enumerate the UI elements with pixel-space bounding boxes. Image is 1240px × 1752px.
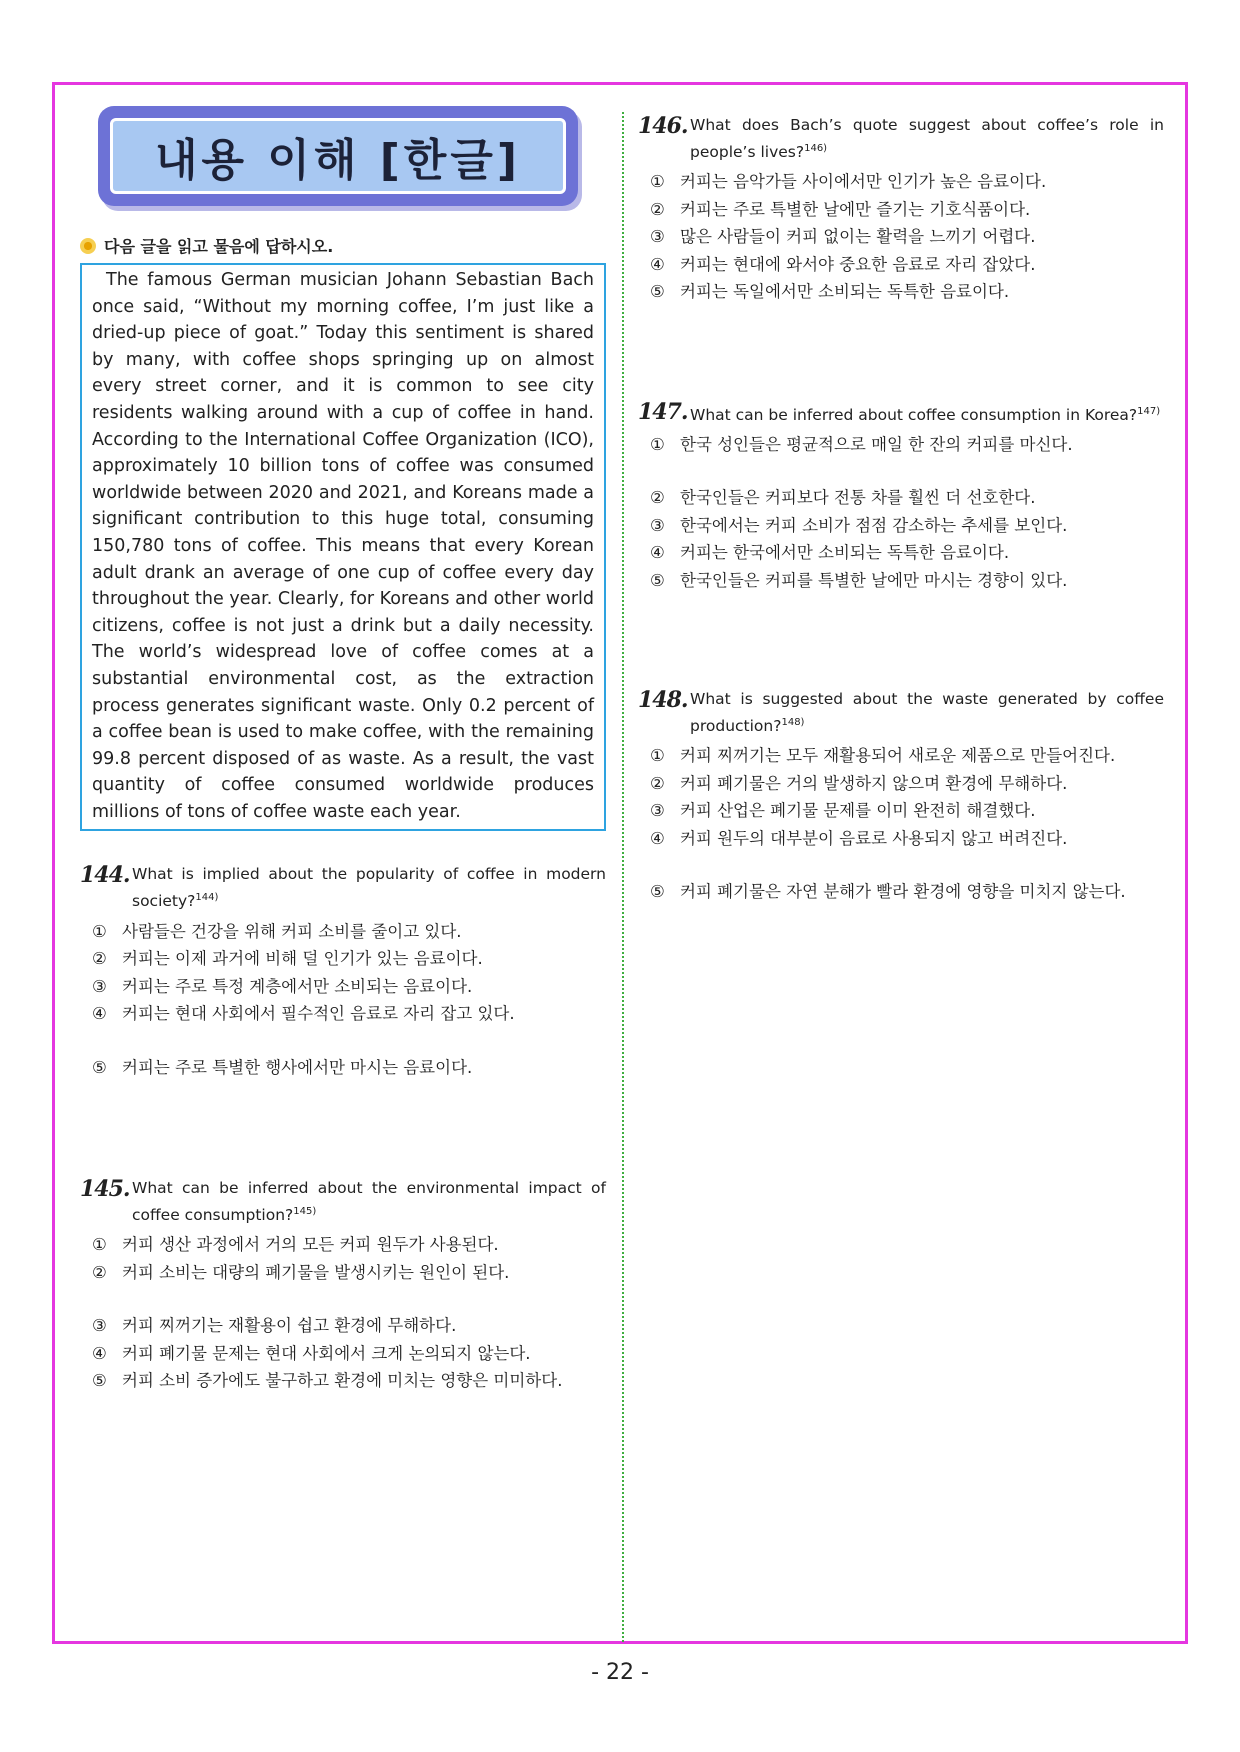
question-text: What does Bach’s quote suggest about coffee’s role in people’s lives?$^{146)}$ <box>690 116 1164 162</box>
option: ④ 커피 폐기물 문제는 현대 사회에서 크게 논의되지 않는다. <box>92 1343 531 1363</box>
option: ① 사람들은 건강을 위해 커피 소비를 줄이고 있다. <box>92 921 462 941</box>
option: ⑤ 커피는 독일에서만 소비되는 독특한 음료이다. <box>650 282 1010 302</box>
options-list <box>80 918 606 1082</box>
footnote-ref: 148) <box>781 717 805 729</box>
options-list <box>638 168 1164 306</box>
question-145 <box>80 1177 606 1395</box>
flower-icon <box>80 238 96 254</box>
option: ⑤ 커피 폐기물은 자연 분해가 빨라 환경에 영향을 미치지 않는다. <box>650 882 1126 902</box>
question-number: 146. <box>638 113 688 139</box>
option: ② 커피는 주로 특별한 날에만 즐기는 기호식품이다. <box>650 199 1031 219</box>
option: ④ 커피는 한국에서만 소비되는 독특한 음료이다. <box>650 543 1010 563</box>
column-divider <box>622 112 624 1642</box>
question-147 <box>638 400 1164 595</box>
question-text: What can be inferred about the environmental impact of coffee consumption?$^{145)}$ <box>132 1179 606 1225</box>
option: ② 커피 폐기물은 거의 발생하지 않으며 환경에 무해하다. <box>650 773 1068 793</box>
question-text: What is implied about the popularity of coffee in modern society?$^{144)}$ <box>132 865 606 911</box>
option: ② 한국인들은 커피보다 전통 차를 훨씬 더 선호한다. <box>650 488 1036 508</box>
section-title-badge <box>98 106 578 206</box>
question-148 <box>638 688 1164 906</box>
question-number: 145. <box>80 1176 130 1203</box>
footnote-ref: 144) <box>195 892 219 904</box>
option: ④ 커피는 현대 사회에서 필수적인 음료로 자리 잡고 있다. <box>92 1004 515 1024</box>
question-number: 148. <box>638 687 688 714</box>
question-text: What can be inferred about coffee consumption in Korea?$^{147)}$ <box>690 405 1161 424</box>
option: ① 커피는 음악가들 사이에서만 인기가 높은 음료이다. <box>650 172 1047 192</box>
option: ① 한국 성인들은 평균적으로 매일 한 잔의 커피를 마신다. <box>650 434 1073 454</box>
option: ⑤ 커피 소비 증가에도 불구하고 환경에 미치는 영향은 미미하다. <box>92 1371 563 1391</box>
instruction-text: 다음 글을 읽고 물음에 답하시오. <box>104 237 334 256</box>
footnote-ref: 146) <box>804 143 828 154</box>
options-list <box>638 431 1164 595</box>
option: ③ 한국에서는 커피 소비가 점점 감소하는 추세를 보인다. <box>650 515 1068 535</box>
option: ③ 많은 사람들이 커피 없이는 활력을 느끼기 어렵다. <box>650 227 1036 247</box>
option: ④ 커피 원두의 대부분이 음료로 사용되지 않고 버려진다. <box>650 828 1068 848</box>
option: ⑤ 한국인들은 커피를 특별한 날에만 마시는 경향이 있다. <box>650 570 1068 590</box>
instruction <box>80 234 606 257</box>
footnote-ref: 147) <box>1137 405 1161 417</box>
question-146 <box>638 114 1164 306</box>
option: ③ 커피 찌꺼기는 재활용이 쉽고 환경에 무해하다. <box>92 1316 457 1336</box>
question-number: 144. <box>80 862 130 889</box>
options-list <box>80 1231 606 1395</box>
reading-passage: The famous German musician Johann Sebastian Bach once said, “Without my morning coffee, I’m just like a dried-up piece of goat.” Today this sentiment is shared by many, with coffee shops springing up on almost every street corner, and it is common to see city residents walking around with a cup of coffee in hand. According to the International Coffee Organization (ICO), approximately 10 billion tons of coffee was consumed worldwide between 2020 and 2021, and Koreans made a significant contribution to this huge total, consuming 150,780 tons of coffee. This means that every Korean adult drank an average of one cup of coffee every day throughout the year. Clearly, for Koreans and other world citizens, coffee is not just a drink but a daily necessity. The world’s widespread love of coffee comes at a substantial environmental cost, as the extraction process generates significant waste. Only 0.2 percent of a coffee bean is used to make coffee, with the remaining 99.8 percent disposed of as waste. As a result, the vast quantity of coffee consumed worldwide produces millions of tons of coffee waste each year. <box>80 263 606 831</box>
question-number: 147. <box>638 398 688 425</box>
option: ③ 커피 산업은 폐기물 문제를 이미 완전히 해결했다. <box>650 801 1036 821</box>
option: ② 커피는 이제 과거에 비해 덜 인기가 있는 음료이다. <box>92 949 483 969</box>
option: ③ 커피는 주로 특정 계층에서만 소비되는 음료이다. <box>92 976 473 996</box>
left-column <box>80 106 606 1395</box>
option: ① 커피 생산 과정에서 거의 모든 커피 원두가 사용된다. <box>92 1235 499 1255</box>
option: ④ 커피는 현대에 와서야 중요한 음료로 자리 잡았다. <box>650 254 1036 274</box>
footnote-ref: 145) <box>293 1206 317 1218</box>
page-number: - 22 - <box>591 1660 649 1685</box>
question-144 <box>80 863 606 1081</box>
options-list <box>638 742 1164 906</box>
option: ② 커피 소비는 대량의 폐기물을 발생시키는 원인이 된다. <box>92 1262 510 1282</box>
option: ① 커피 찌꺼기는 모두 재활용되어 새로운 제품으로 만들어진다. <box>650 746 1116 766</box>
question-text: What is suggested about the waste generated by coffee production?$^{148)}$ <box>690 690 1164 736</box>
section-title: 내용 이해 [한글] <box>155 135 521 186</box>
right-column <box>638 114 1164 906</box>
option: ⑤ 커피는 주로 특별한 행사에서만 마시는 음료이다. <box>92 1057 473 1077</box>
